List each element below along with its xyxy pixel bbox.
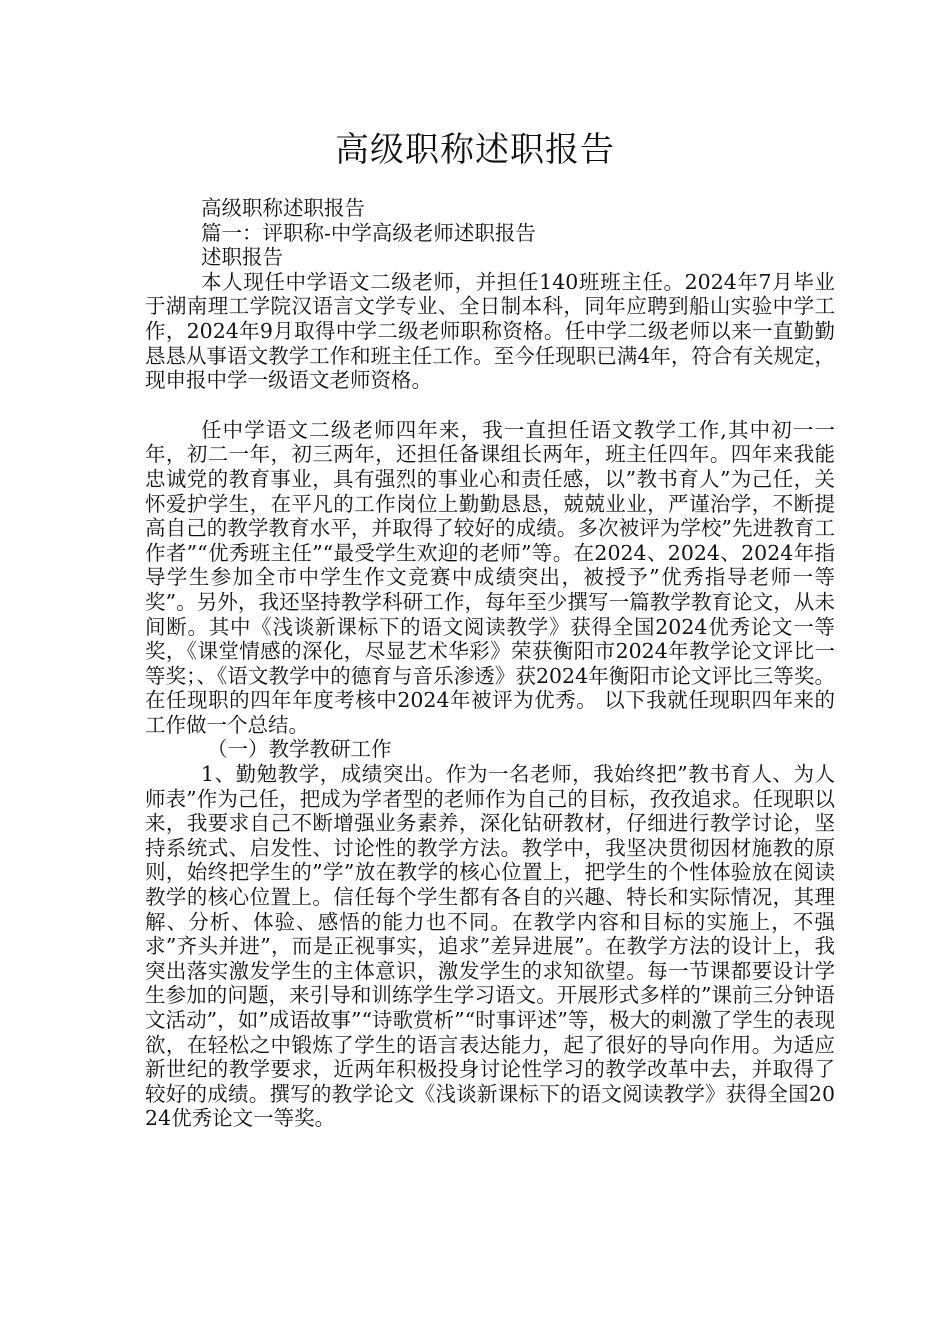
paragraph-teaching: 1、勤勉教学，成绩突出。作为一名老师，我始终把”教书育人、为人师表”作为己任，把成为学者型的老师作为自己的目标，孜孜追求。任现职以来，我要求自己不断增强业务素养，深化钻研教材，仔细进行教学讨论，坚持系统式、启发性、讨论性的教学方法。教学中，我坚决贯彻因材施教的原则，始终把学生的”学”放在教学的核心位置上，把学生的个性体验放在阅读教学的核心位置上。信任每个学生都有各自的兴趣、特长和实际情况，其理解、分析、体验、感悟的能力也不同。在教学内容和目标的实施上，不强求”齐头并进”，而是正视事实，追求”差异进展”。在教学方法的设计上，我突出落实激发学生的主体意识，激发学生的求知欲望。每一节课都要设计学生参加的问题，来引导和训练学生学习语文。开展形式多样的”课前三分钟语文活动”，如”成语故事”“诗歌赏析”“时事评述”等，极大的刺激了学生的表现欲，在轻松之中锻炼了学生的语言表达能力，起了很好的导向作用。为适应新世纪的教学要求，近两年积极投身讨论性学习的教学改革中去，并取得了较好的成绩。撰写的教学论文《浅谈新课标下的语文阅读教学》获得全国2024优秀论文一等奖。 bbox=[145, 762, 835, 1131]
document-body bbox=[145, 196, 835, 1131]
paragraph-gap bbox=[145, 393, 835, 418]
document-title: 高级职称述职报告 bbox=[335, 130, 615, 170]
subtitle-line: 高级职称述职报告 bbox=[201, 196, 365, 220]
section-heading: （一）教学教研工作 bbox=[207, 737, 392, 762]
paragraph-intro: 本人现任中学语文二级老师，并担任140班班主任。2024年7月毕业于湖南理工学院汉语言文学专业、全日制本科，同年应聘到船山实验中学工作，2024年9月取得中学二级老师职称资格。任中学二级老师以来一直勤勤恳恳从事语文教学工作和班主任工作。至今任现职已满4年，符合有关规定，现申报中学一级语文老师资格。 bbox=[145, 269, 835, 393]
report-heading: 述职报告 bbox=[201, 245, 283, 270]
paragraph-summary: 任中学语文二级老师四年来，我一直担任语文教学工作,其中初一一年，初二一年，初三两年，还担任备课组长两年，班主任四年。四年来我能忠诚党的教育事业，具有强烈的事业心和责任感，以”教书育人”为己任，关怀爱护学生，在平凡的工作岗位上勤勤恳恳，兢兢业业，严谨治学，不断提高自己的教学教育水平，并取得了较好的成绩。多次被评为学校”先进教育工作者”“优秀班主任”“最受学生欢迎的老师”等。在2024、2024、2024年指导学生参加全市中学生作文竞赛中成绩突出，被授予”优秀指导老师一等奖”。另外，我还坚持教学科研工作，每年至少撰写一篇教学教育论文，从未间断。其中《浅谈新课标下的语文阅读教学》获得全国2024优秀论文一等奖，《课堂情感的深化，尽显艺术华彩》荣获衡阳市2024年教学论文评比一等奖；、《语文教学中的德育与音乐渗透》获2024年衡阳市论文评比三等奖。在任现职的四年年度考核中2024年被评为优秀。 以下我就任现职四年来的工作做一个总结。 bbox=[145, 417, 835, 737]
article-heading: 篇一：评职称-中学高级老师述职报告 bbox=[201, 220, 536, 245]
